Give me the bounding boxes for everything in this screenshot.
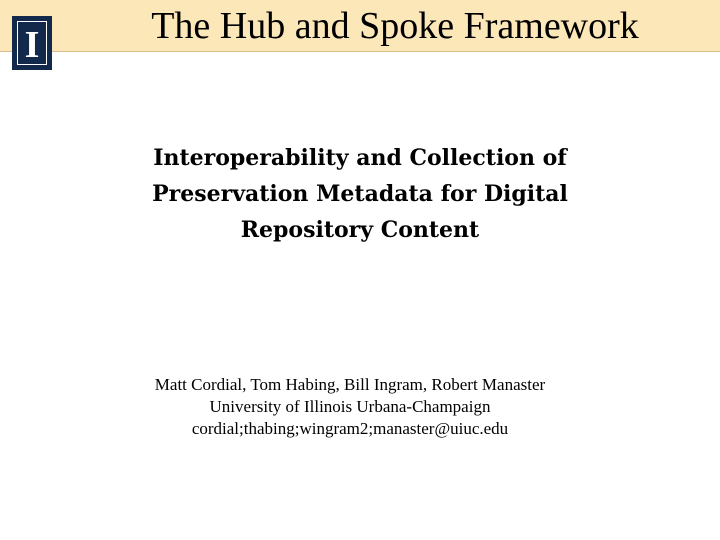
title-bar	[0, 0, 720, 52]
author-emails: cordial;thabing;wingram2;manaster@uiuc.edu	[191, 419, 509, 438]
subtitle-line-3: Repository Content	[240, 217, 480, 243]
logo-letter: I	[24, 24, 40, 66]
presentation-subtitle	[100, 140, 620, 248]
university-logo-icon	[12, 16, 52, 70]
author-names: Matt Cordial, Tom Habing, Bill Ingram, Robert Manaster	[154, 375, 546, 394]
slide-title: The Hub and Spoke Framework	[151, 5, 639, 47]
subtitle-line-2: Preservation Metadata for Digital	[152, 181, 568, 207]
logo-frame	[17, 21, 47, 65]
author-block	[80, 374, 620, 440]
subtitle-line-1: Interoperability and Collection of	[153, 145, 567, 171]
affiliation: University of Illinois Urbana-Champaign	[209, 397, 491, 416]
